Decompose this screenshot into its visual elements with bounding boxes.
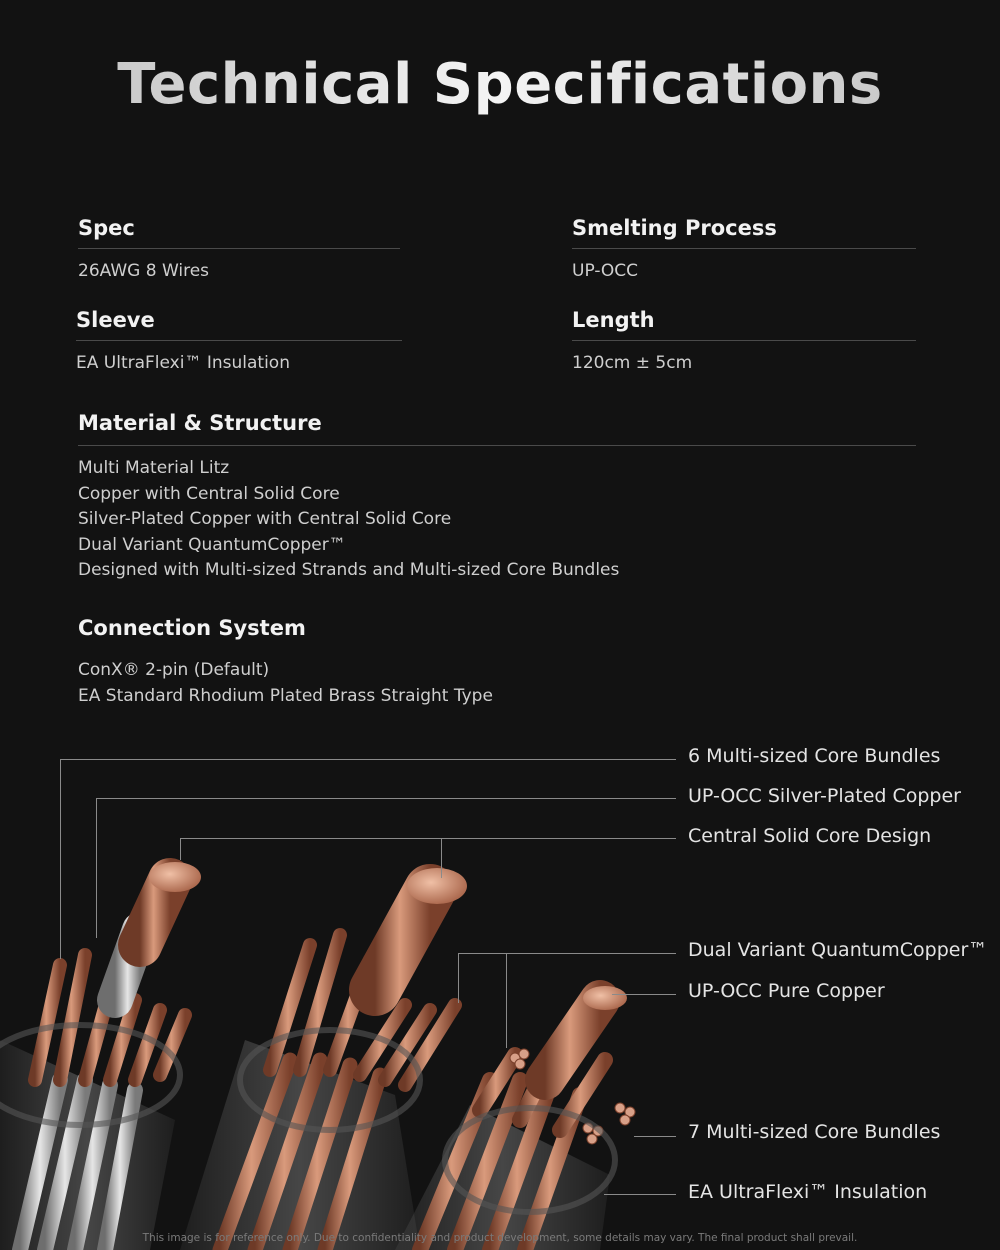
connection-system-label: Connection System: [78, 616, 306, 640]
page-title: Technical Specifications: [0, 52, 1000, 117]
smelting-process-label: Smelting Process: [572, 216, 916, 249]
leader-line: [180, 838, 676, 839]
leader-line: [96, 798, 676, 799]
callout-label: UP-OCC Silver-Plated Copper: [688, 785, 961, 807]
spec-value: 26AWG 8 Wires: [78, 261, 210, 281]
callout-label: UP-OCC Pure Copper: [688, 980, 885, 1002]
connection-system-section: [78, 616, 916, 709]
sleeve-value: EA UltraFlexi™ Insulation: [76, 353, 290, 373]
leader-line: [634, 1136, 676, 1137]
material-line: Silver-Plated Copper with Central Solid Core: [78, 509, 452, 529]
length-item: [572, 308, 916, 376]
leader-line: [458, 953, 676, 954]
smelting-process-item: [572, 216, 916, 284]
connection-system-list: [78, 658, 916, 709]
disclaimer: This image is for reference only. Due to confidentiality and product development, some details may vary. The final product shall prevail.: [142, 1232, 858, 1244]
material-line: Copper with Central Solid Core: [78, 483, 340, 504]
material-line: Designed with Multi-sized Strands and Multi-sized Core Bundles: [78, 560, 620, 580]
length-value: 120cm ± 5cm: [572, 353, 693, 373]
leader-line: [96, 798, 97, 938]
smelting-process-value: UP-OCC: [572, 261, 639, 281]
connection-line: EA Standard Rhodium Plated Brass Straight Type: [78, 685, 493, 706]
leader-line: [441, 838, 442, 878]
connection-line: ConX® 2-pin (Default): [78, 660, 270, 680]
material-line: Dual Variant QuantumCopper™: [78, 534, 346, 555]
quantum-copper-cable: [395, 986, 635, 1250]
sleeve-label: Sleeve: [76, 308, 402, 341]
callout-label: 7 Multi-sized Core Bundles: [688, 1121, 941, 1143]
material-structure-label: Material & Structure: [78, 411, 916, 446]
leader-line: [612, 994, 676, 995]
copper-cable: [180, 868, 467, 1250]
callout-label: Central Solid Core Design: [688, 825, 932, 847]
leader-line: [60, 759, 61, 959]
leader-line: [458, 953, 459, 1003]
material-line: Multi Material Litz: [78, 458, 230, 478]
spec-label: Spec: [78, 216, 400, 249]
callout-label: 6 Multi-sized Core Bundles: [688, 745, 941, 767]
callout-label: EA UltraFlexi™ Insulation: [688, 1181, 928, 1203]
silver-plated-cable: [0, 862, 201, 1250]
leader-line: [180, 838, 181, 860]
callout-label: Dual Variant QuantumCopper™: [688, 939, 988, 961]
leader-line: [604, 1194, 676, 1195]
leader-line: [506, 953, 507, 1048]
material-structure-list: [78, 456, 916, 584]
leader-line: [60, 759, 676, 760]
material-structure-section: [78, 411, 916, 584]
length-label: Length: [572, 308, 916, 341]
spec-item: [78, 216, 400, 284]
sleeve-item: [76, 308, 402, 376]
